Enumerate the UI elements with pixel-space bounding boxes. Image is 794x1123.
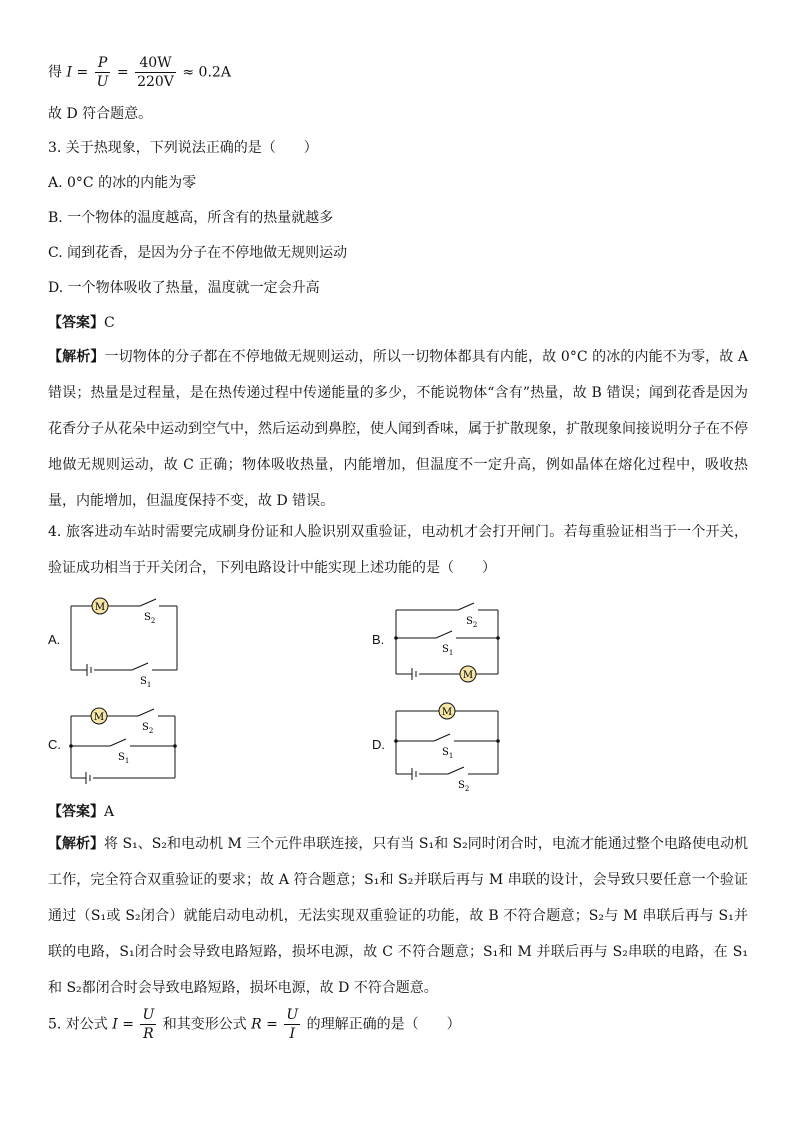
equals-sign-2: = (116, 64, 129, 81)
approx-result: ≈ 0.2A (182, 64, 231, 81)
q3-option-d: D. 一个物体吸收了热量，温度就一定会升高 (48, 280, 320, 296)
formula-line (48, 54, 231, 91)
q3-option-b: B. 一个物体的温度越高，所含有的热量就越多 (48, 210, 334, 226)
circuit-b (388, 596, 508, 686)
fraction-40W-over-220V: $\frac{40W}{220V}$ (137, 55, 174, 90)
option-label-d: D. (372, 737, 385, 752)
q4-answer (48, 802, 114, 822)
motor-c-label: M (93, 712, 105, 723)
s1-label-b: $S_1$ (442, 644, 454, 657)
var-R: R (251, 1016, 262, 1033)
analysis-label: 【解析】 (48, 836, 105, 852)
answer-value: A (104, 804, 115, 820)
answer-label: 【答案】 (48, 804, 104, 820)
circuit-a (60, 590, 190, 689)
q5-stem (48, 1006, 461, 1043)
answer-label: 【答案】 (48, 315, 104, 331)
analysis-label: 【解析】 (48, 349, 105, 365)
var-I: I (112, 1016, 118, 1033)
q5-suffix: 的理解正确的是（ ） (306, 1016, 461, 1033)
var-I: I (66, 64, 72, 81)
q3-option-c: C. 闻到花香，是因为分子在不停地做无规则运动 (48, 245, 348, 261)
equals-sign: = (122, 1016, 134, 1033)
s2-label-d: $S_2$ (458, 780, 470, 793)
motor-b-label: M (462, 670, 474, 681)
fraction-U-over-R: $\frac{U}{R}$ (142, 1007, 155, 1042)
motor-a-label: M (94, 602, 106, 613)
analysis-text: 一切物体的分子都在不停地做无规则运动，所以一切物体都具有内能，故 0°C 的冰的内能不为零，故 A 错误；热量是过程量，是在热传递过程中传递能量的多少，不能说物体“含有”热量，故 B 错误；闻到花香是因为花香分子从花朵中运动到空气中，然后运动到鼻腔，使人闻到香味，属于扩散现象，扩散现象间接说明分子在不停地做无规则运动，故 C 正确；物体吸收热量，内能增加，但温度不一定升高，例如晶体在熔化过程中，吸收热量，内能增加，但温度保持不变，故 D 错误。 (48, 349, 749, 509)
formula-prefix: 得 (48, 64, 62, 81)
q3-option-a: A. 0°C 的冰的内能为零 (48, 175, 197, 191)
equals-sign-2: = (266, 1016, 278, 1033)
option-label-c: C. (48, 737, 61, 752)
s2-label-b: $S_2$ (466, 616, 478, 629)
motor-d-label: M (441, 707, 453, 718)
q3-answer (48, 313, 115, 333)
s2-label-c: $S_2$ (142, 722, 154, 735)
q3-analysis (48, 339, 748, 519)
q5-mid: 和其变形公式 (162, 1016, 247, 1033)
s2-label-a: $S_2$ (144, 612, 156, 625)
equals-sign: = (76, 64, 89, 81)
option-label-b: B. (372, 632, 385, 647)
q4-stem: 4. 旅客进动车站时需要完成刷身份证和人脸识别双重验证，电动机才会打开闸门。若每重验证相当于一个开关，验证成功相当于开关闭合，下列电路设计中能实现上述功能的是（ ） (48, 524, 748, 576)
option-label-a: A. (48, 632, 61, 647)
answer-value: C (104, 315, 115, 331)
analysis-text: 将 S₁、S₂和电动机 M 三个元件串联连接，只有当 S₁和 S₂同时闭合时，电流才能通过整个电路使电动机工作，完全符合双重验证的要求；故 A 符合题意；S₁和 S₂并联后再与 M 串联的设计，会导致只要任意一个验证通过（S₁或 S₂闭合）就能启动电动机，无法实现双重验证的功能，故 B 不符合题意；S₂与 M 串联后再与 S₁并联的电路，S₁闭合时会导致电路短路，损坏电源，故 C 不符合题意；S₁和 M 并联后再与 S₂串联的电路，在 S₁和 S₂都闭合时会导致电路短路，损坏电源，故 D 不符合题意。 (48, 836, 748, 996)
q5-prefix: 5. 对公式 (48, 1016, 108, 1033)
fraction-U-over-I: $\frac{U}{I}$ (286, 1007, 299, 1042)
fraction-P-over-U: $\frac{P}{U}$ (96, 55, 109, 90)
s1-label-a: $S_1$ (140, 676, 152, 689)
circuit-d (388, 696, 508, 796)
q4-analysis (48, 826, 748, 1006)
s1-label-c: $S_1$ (118, 752, 130, 765)
circuit-c (62, 702, 187, 792)
prev-conclusion: 故 D 符合题意。 (48, 106, 153, 122)
q3-stem: 3. 关于热现象，下列说法正确的是（ ） (48, 140, 318, 156)
s1-label-d: $S_1$ (442, 747, 454, 760)
